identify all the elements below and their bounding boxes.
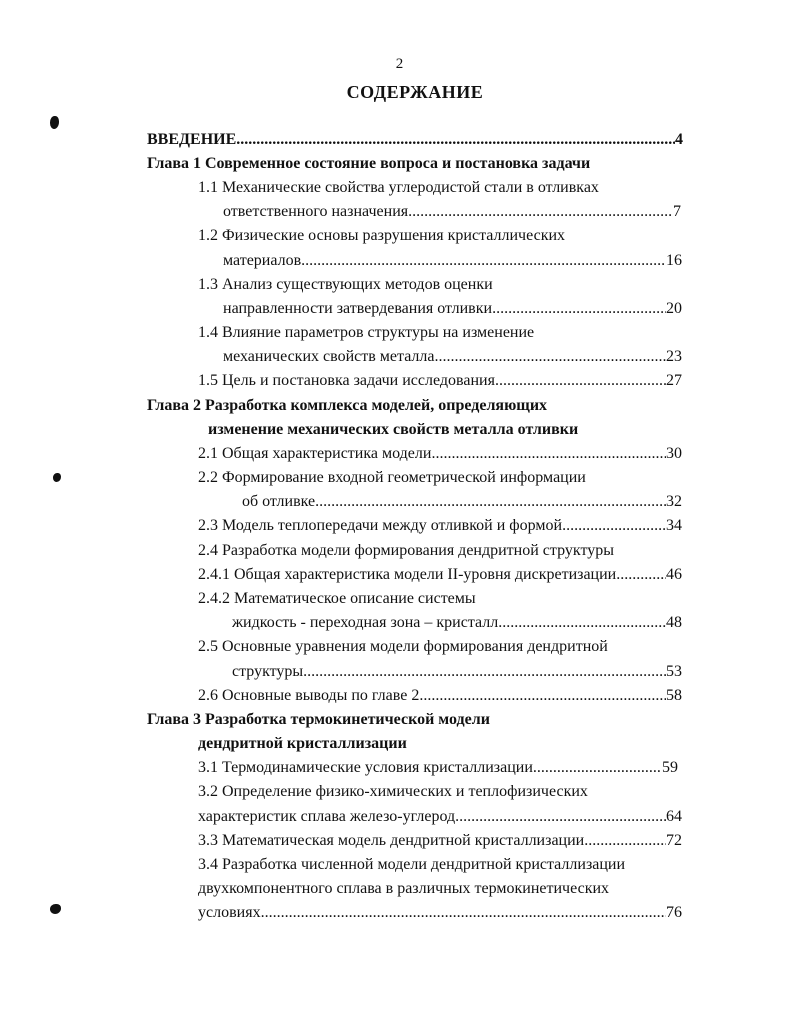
- toc-entry: 1.2 Физические основы разрушения кристаллических: [198, 227, 566, 244]
- toc-entry: механических свойств металла ..... 23: [223, 346, 682, 368]
- toc-entry: материалов ..... 16: [223, 250, 682, 272]
- toc-entry: 2.2 Формирование входной геометрической информации: [198, 469, 586, 486]
- page-title: СОДЕРЖАНИЕ: [346, 82, 484, 102]
- toc-chapter-heading: дендритной кристаллизации: [198, 735, 407, 752]
- toc-entry: 2.3 Модель теплопередачи между отливкой и формой ..... 34: [198, 515, 682, 537]
- scan-speck: [53, 473, 61, 482]
- toc-entry: 3.1 Термодинамические условия кристаллизации ..... 59: [198, 757, 678, 779]
- toc-chapter-heading: Глава 3 Разработка термокинетической модели: [147, 711, 490, 728]
- toc-entry: 2.5 Основные уравнения модели формирования дендритной: [198, 638, 608, 655]
- toc-entry: 2.4.1 Общая характеристика модели II-уровня дискретизации ..... 46: [198, 564, 682, 586]
- toc-entry: 2.6 Основные выводы по главе 2 ..... 58: [198, 685, 682, 707]
- toc-entry: об отливке ..... 32: [242, 491, 682, 513]
- toc-entry: ВВЕДЕНИЕ ..... 4: [147, 129, 683, 151]
- toc-entry: характеристик сплава железо-углерод ..... 64: [198, 806, 682, 828]
- toc-entry: 2.4 Разработка модели формирования дендритной структуры: [198, 542, 614, 559]
- toc-entry: условиях ..... 76: [198, 902, 682, 924]
- toc-entry: направленности затвердевания отливки ..... 20: [223, 298, 682, 320]
- toc-entry: жидкость - переходная зона – кристалл ..... 48: [232, 612, 682, 634]
- toc-entry: 3.4 Разработка численной модели дендритной кристаллизации: [198, 856, 626, 873]
- scan-speck: [50, 116, 59, 129]
- page-number: 2: [395, 56, 404, 72]
- toc-entry: 3.3 Математическая модель дендритной кристаллизации ..... 72: [198, 830, 682, 852]
- toc-entry: 2.4.2 Математическое описание системы: [198, 590, 476, 607]
- toc-chapter-heading: Глава 2 Разработка комплекса моделей, определяющих: [147, 397, 548, 414]
- toc-entry: двухкомпонентного сплава в различных термокинетических: [198, 880, 610, 897]
- toc-entry: 3.2 Определение физико-химических и теплофизических: [198, 783, 588, 800]
- toc-entry: структуры ..... 53: [232, 661, 682, 683]
- toc-entry: ответственного назначения ..... 7: [223, 201, 681, 223]
- toc-entry: 1.1 Механические свойства углеродистой стали в отливках: [198, 179, 599, 196]
- toc-entry: 1.4 Влияние параметров структуры на изменение: [198, 324, 535, 341]
- toc-entry: 1.5 Цель и постановка задачи исследования ..... 27: [198, 370, 682, 392]
- toc-entry: 2.1 Общая характеристика модели ..... 30: [198, 443, 682, 465]
- toc-chapter-heading: Глава 1 Современное состояние вопроса и постановка задачи: [147, 155, 591, 172]
- toc-chapter-heading: изменение механических свойств металла отливки: [208, 421, 579, 438]
- toc-entry: 1.3 Анализ существующих методов оценки: [198, 276, 493, 293]
- scan-speck: [50, 904, 61, 914]
